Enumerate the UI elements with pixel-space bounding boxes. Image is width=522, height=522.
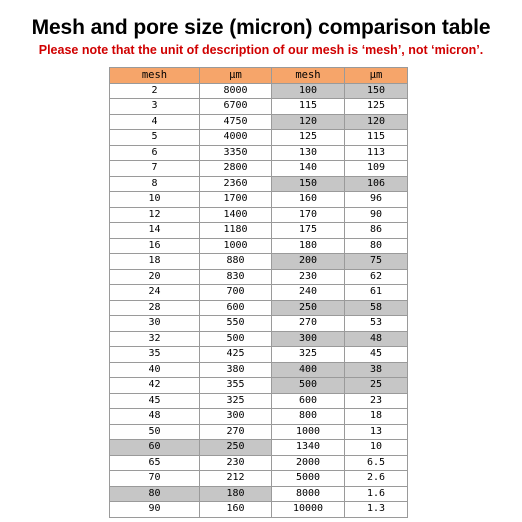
cell-micron-1: 180	[200, 486, 272, 502]
cell-micron-1: 6700	[200, 99, 272, 115]
cell-micron-2: 150	[345, 83, 408, 99]
cell-micron-2: 53	[345, 316, 408, 332]
cell-mesh-2: 1000	[272, 424, 345, 440]
table-row	[110, 161, 408, 177]
cell-micron-2: 1.3	[345, 502, 408, 518]
cell-micron-2: 120	[345, 114, 408, 130]
table-row	[110, 455, 408, 471]
cell-mesh-1: 18	[110, 254, 200, 270]
table-row	[110, 424, 408, 440]
cell-mesh-2: 140	[272, 161, 345, 177]
cell-mesh-1: 3	[110, 99, 200, 115]
cell-micron-2: 75	[345, 254, 408, 270]
cell-mesh-1: 80	[110, 486, 200, 502]
cell-mesh-1: 8	[110, 176, 200, 192]
cell-mesh-2: 125	[272, 130, 345, 146]
cell-micron-2: 90	[345, 207, 408, 223]
cell-micron-2: 80	[345, 238, 408, 254]
cell-micron-1: 1700	[200, 192, 272, 208]
table-row	[110, 486, 408, 502]
cell-mesh-2: 8000	[272, 486, 345, 502]
table-row	[110, 347, 408, 363]
cell-mesh-1: 40	[110, 362, 200, 378]
cell-mesh-1: 12	[110, 207, 200, 223]
cell-mesh-2: 300	[272, 331, 345, 347]
cell-micron-1: 1400	[200, 207, 272, 223]
cell-micron-1: 1000	[200, 238, 272, 254]
cell-mesh-2: 115	[272, 99, 345, 115]
table-row	[110, 176, 408, 192]
cell-micron-1: 3350	[200, 145, 272, 161]
cell-micron-2: 109	[345, 161, 408, 177]
cell-micron-1: 230	[200, 455, 272, 471]
cell-mesh-2: 180	[272, 238, 345, 254]
cell-micron-2: 38	[345, 362, 408, 378]
cell-micron-2: 62	[345, 269, 408, 285]
cell-mesh-2: 400	[272, 362, 345, 378]
cell-mesh-1: 24	[110, 285, 200, 301]
cell-mesh-2: 170	[272, 207, 345, 223]
table-row	[110, 331, 408, 347]
header-micron-2: μm	[345, 68, 408, 84]
cell-mesh-2: 10000	[272, 502, 345, 518]
cell-mesh-2: 270	[272, 316, 345, 332]
table-row	[110, 378, 408, 394]
page-title: Mesh and pore size (micron) comparison table	[31, 16, 491, 39]
cell-micron-1: 212	[200, 471, 272, 487]
cell-mesh-2: 600	[272, 393, 345, 409]
cell-mesh-1: 35	[110, 347, 200, 363]
cell-micron-1: 160	[200, 502, 272, 518]
cell-mesh-2: 2000	[272, 455, 345, 471]
table-row	[110, 114, 408, 130]
cell-mesh-1: 65	[110, 455, 200, 471]
mesh-micron-table	[109, 67, 408, 518]
cell-micron-2: 115	[345, 130, 408, 146]
cell-mesh-2: 240	[272, 285, 345, 301]
cell-mesh-1: 10	[110, 192, 200, 208]
cell-micron-1: 425	[200, 347, 272, 363]
cell-micron-2: 10	[345, 440, 408, 456]
header-micron-1: μm	[200, 68, 272, 84]
cell-mesh-1: 30	[110, 316, 200, 332]
table-row	[110, 269, 408, 285]
cell-mesh-2: 250	[272, 300, 345, 316]
cell-mesh-1: 70	[110, 471, 200, 487]
cell-micron-1: 270	[200, 424, 272, 440]
cell-mesh-2: 150	[272, 176, 345, 192]
cell-mesh-1: 45	[110, 393, 200, 409]
table-row	[110, 440, 408, 456]
cell-micron-2: 125	[345, 99, 408, 115]
cell-mesh-1: 2	[110, 83, 200, 99]
table-row	[110, 145, 408, 161]
cell-mesh-2: 130	[272, 145, 345, 161]
header-mesh-1: mesh	[110, 68, 200, 84]
cell-micron-2: 96	[345, 192, 408, 208]
cell-micron-2: 113	[345, 145, 408, 161]
cell-mesh-1: 5	[110, 130, 200, 146]
cell-micron-1: 380	[200, 362, 272, 378]
cell-micron-2: 13	[345, 424, 408, 440]
unit-note: Please note that the unit of description of our mesh is ‘mesh’, not ‘micron’.	[38, 43, 484, 57]
cell-micron-2: 86	[345, 223, 408, 239]
cell-mesh-1: 42	[110, 378, 200, 394]
cell-micron-1: 355	[200, 378, 272, 394]
cell-mesh-1: 7	[110, 161, 200, 177]
cell-mesh-2: 230	[272, 269, 345, 285]
cell-micron-2: 45	[345, 347, 408, 363]
cell-micron-1: 1180	[200, 223, 272, 239]
cell-micron-2: 23	[345, 393, 408, 409]
table-row	[110, 223, 408, 239]
cell-mesh-1: 4	[110, 114, 200, 130]
cell-micron-1: 700	[200, 285, 272, 301]
cell-mesh-1: 16	[110, 238, 200, 254]
cell-micron-1: 250	[200, 440, 272, 456]
cell-micron-2: 58	[345, 300, 408, 316]
cell-micron-1: 500	[200, 331, 272, 347]
cell-micron-1: 8000	[200, 83, 272, 99]
cell-mesh-2: 120	[272, 114, 345, 130]
cell-micron-1: 600	[200, 300, 272, 316]
cell-mesh-2: 5000	[272, 471, 345, 487]
cell-mesh-2: 325	[272, 347, 345, 363]
cell-micron-2: 61	[345, 285, 408, 301]
cell-mesh-2: 800	[272, 409, 345, 425]
table-row	[110, 285, 408, 301]
table-row	[110, 393, 408, 409]
cell-micron-1: 325	[200, 393, 272, 409]
cell-micron-2: 106	[345, 176, 408, 192]
table-row	[110, 471, 408, 487]
table-body	[110, 83, 408, 517]
cell-micron-1: 300	[200, 409, 272, 425]
header-mesh-2: mesh	[272, 68, 345, 84]
table-row	[110, 207, 408, 223]
cell-micron-1: 2800	[200, 161, 272, 177]
cell-mesh-1: 50	[110, 424, 200, 440]
table-row	[110, 362, 408, 378]
table-row	[110, 192, 408, 208]
cell-mesh-2: 100	[272, 83, 345, 99]
cell-mesh-1: 6	[110, 145, 200, 161]
cell-micron-2: 1.6	[345, 486, 408, 502]
table-row	[110, 502, 408, 518]
cell-micron-1: 4000	[200, 130, 272, 146]
cell-mesh-1: 90	[110, 502, 200, 518]
cell-micron-1: 830	[200, 269, 272, 285]
cell-micron-2: 18	[345, 409, 408, 425]
cell-micron-1: 4750	[200, 114, 272, 130]
cell-micron-1: 550	[200, 316, 272, 332]
table-row	[110, 409, 408, 425]
table-row	[110, 300, 408, 316]
table-row	[110, 254, 408, 270]
cell-micron-2: 6.5	[345, 455, 408, 471]
cell-mesh-2: 500	[272, 378, 345, 394]
cell-mesh-2: 160	[272, 192, 345, 208]
table-row	[110, 238, 408, 254]
cell-mesh-1: 32	[110, 331, 200, 347]
table-row	[110, 130, 408, 146]
cell-mesh-2: 1340	[272, 440, 345, 456]
table-row	[110, 99, 408, 115]
cell-mesh-2: 175	[272, 223, 345, 239]
cell-micron-2: 48	[345, 331, 408, 347]
cell-micron-2: 2.6	[345, 471, 408, 487]
cell-micron-1: 2360	[200, 176, 272, 192]
cell-mesh-2: 200	[272, 254, 345, 270]
cell-mesh-1: 48	[110, 409, 200, 425]
table-header-row	[110, 68, 408, 84]
cell-mesh-1: 14	[110, 223, 200, 239]
cell-mesh-1: 60	[110, 440, 200, 456]
cell-micron-1: 880	[200, 254, 272, 270]
table-row	[110, 83, 408, 99]
cell-mesh-1: 28	[110, 300, 200, 316]
cell-mesh-1: 20	[110, 269, 200, 285]
table-row	[110, 316, 408, 332]
cell-micron-2: 25	[345, 378, 408, 394]
